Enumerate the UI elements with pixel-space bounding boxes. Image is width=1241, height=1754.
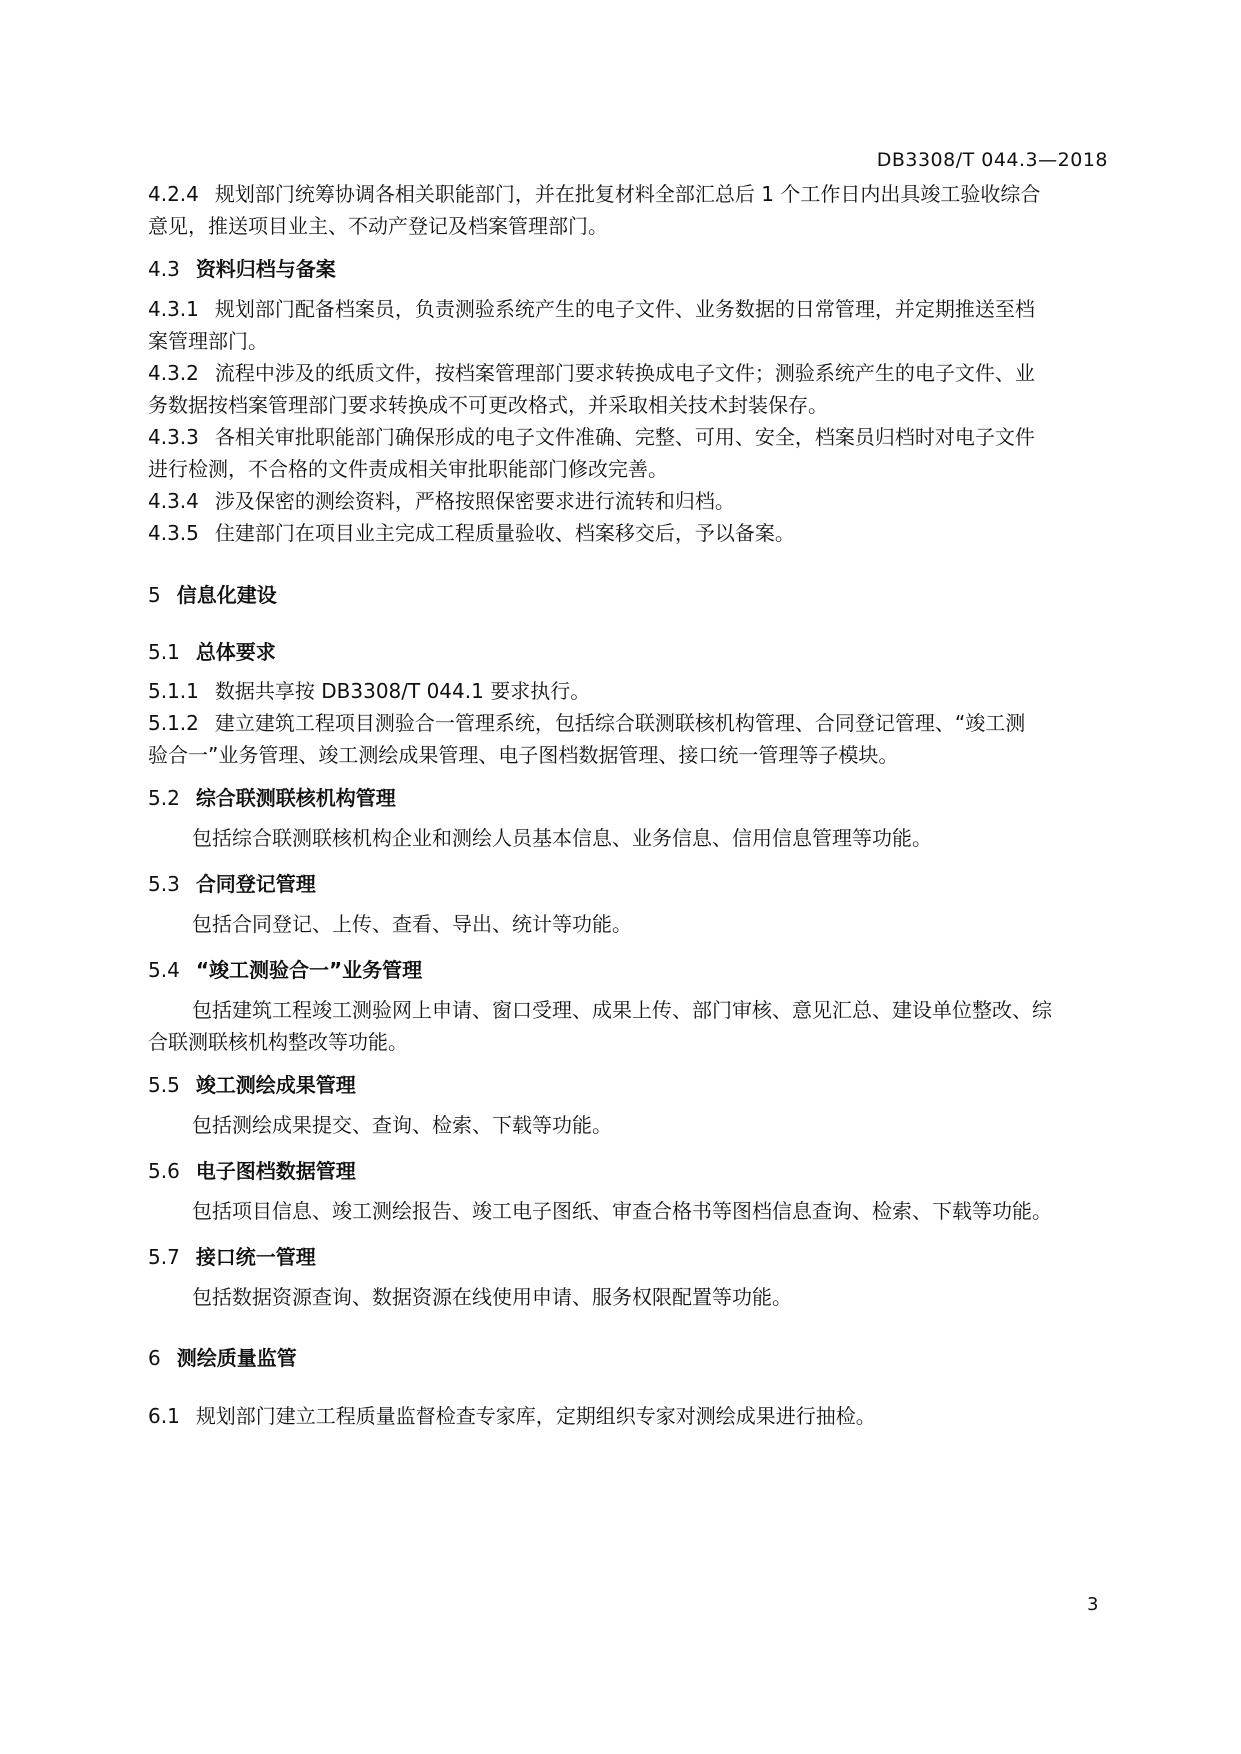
clause-text: 规划部门建立工程质量监督检查专家库，定期组织专家对测绘成果进行抽检。 xyxy=(195,1404,876,1428)
section-heading-5-2 xyxy=(148,782,1108,814)
clause-text-cont: 案管理部门。 xyxy=(148,329,268,353)
clause-number: 4.3.2 xyxy=(148,361,199,385)
clause-6-1 xyxy=(148,1400,1108,1432)
section-body-line-cont: 合联测联核机构整改等功能。 xyxy=(148,1030,408,1054)
section-title: 综合联测联核机构管理 xyxy=(195,786,396,810)
section-title: 合同登记管理 xyxy=(195,872,316,896)
section-number: 5.5 xyxy=(148,1073,180,1097)
section-heading-5-3 xyxy=(148,868,1108,900)
section-number: 5.4 xyxy=(148,958,180,982)
section-number: 5.2 xyxy=(148,786,180,810)
section-heading-5-1 xyxy=(148,636,1108,668)
clause-4-3-4 xyxy=(148,485,1108,517)
section-number: 5.6 xyxy=(148,1159,180,1183)
chapter-title: 信息化建设 xyxy=(176,583,277,607)
clause-4-3-5 xyxy=(148,517,1108,549)
clause-text-cont: 意见，推送项目业主、不动产登记及档案管理部门。 xyxy=(148,214,608,238)
clause-text: 规划部门统筹协调各相关职能部门，并在批复材料全部汇总后 1 个工作日内出具竣工验收综合 xyxy=(214,182,1041,206)
section-heading-5-5 xyxy=(148,1069,1108,1101)
section-body-line: 包括建筑工程竣工测验网上申请、窗口受理、成果上传、部门审核、意见汇总、建设单位整改、综 xyxy=(192,998,1052,1022)
chapter-heading-5 xyxy=(148,579,1108,611)
section-title: 资料归档与备案 xyxy=(195,257,336,281)
clause-4-3-3 xyxy=(148,421,1108,485)
clause-text: 建立建筑工程项目测验合一管理系统，包括综合联测联核机构管理、合同登记管理、“竣工测 xyxy=(214,711,1026,735)
section-number: 5.1 xyxy=(148,640,180,664)
section-title: 电子图档数据管理 xyxy=(195,1159,356,1183)
section-body-5-7: 包括数据资源查询、数据资源在线使用申请、服务权限配置等功能。 xyxy=(192,1285,792,1309)
clause-text-cont: 务数据按档案管理部门要求转换成不可更改格式，并采取相关技术封装保存。 xyxy=(148,393,828,417)
clause-5-1-1 xyxy=(148,675,1108,707)
clause-text-cont: 验合一”业务管理、竣工测绘成果管理、电子图档数据管理、接口统一管理等子模块。 xyxy=(148,743,899,767)
chapter-heading-6 xyxy=(148,1342,1108,1374)
clause-number: 6.1 xyxy=(148,1404,180,1428)
section-number: 4.3 xyxy=(148,257,180,281)
clause-number: 4.2.4 xyxy=(148,182,199,206)
section-body-5-4 xyxy=(148,994,1108,1058)
section-heading-5-4 xyxy=(148,954,1108,986)
clause-number: 5.1.1 xyxy=(148,679,199,703)
section-title: “竣工测验合一”业务管理 xyxy=(195,958,423,982)
section-body-5-3: 包括合同登记、上传、查看、导出、统计等功能。 xyxy=(192,912,632,936)
section-number: 5.7 xyxy=(148,1245,180,1269)
section-body-5-6: 包括项目信息、竣工测绘报告、竣工电子图纸、审查合格书等图档信息查询、检索、下载等功能。 xyxy=(192,1199,1052,1223)
clause-number: 4.3.3 xyxy=(148,425,199,449)
section-title: 总体要求 xyxy=(195,640,276,664)
section-number: 5.3 xyxy=(148,872,180,896)
section-title: 接口统一管理 xyxy=(195,1245,316,1269)
clause-text: 涉及保密的测绘资料，严格按照保密要求进行流转和归档。 xyxy=(214,489,735,513)
clause-4-3-2 xyxy=(148,357,1108,421)
clause-text: 规划部门配备档案员，负责测验系统产生的电子文件、业务数据的日常管理，并定期推送至档 xyxy=(214,297,1035,321)
clause-text: 流程中涉及的纸质文件，按档案管理部门要求转换成电子文件；测验系统产生的电子文件、业 xyxy=(214,361,1035,385)
chapter-number: 5 xyxy=(148,583,161,607)
section-heading-5-6 xyxy=(148,1155,1108,1187)
clause-number: 5.1.2 xyxy=(148,711,199,735)
clause-text: 各相关审批职能部门确保形成的电子文件准确、完整、可用、安全，档案员归档时对电子文件 xyxy=(214,425,1035,449)
section-body-5-2: 包括综合联测联核机构企业和测绘人员基本信息、业务信息、信用信息管理等功能。 xyxy=(192,826,932,850)
clause-text-cont: 进行检测，不合格的文件责成相关审批职能部门修改完善。 xyxy=(148,457,668,481)
clause-text: 数据共享按 DB3308/T 044.1 要求执行。 xyxy=(214,679,591,703)
section-title: 竣工测绘成果管理 xyxy=(195,1073,356,1097)
clause-4-2-4 xyxy=(148,178,1108,242)
clause-4-3-1 xyxy=(148,293,1108,357)
chapter-title: 测绘质量监管 xyxy=(176,1346,297,1370)
page-number: 3 xyxy=(1087,1594,1099,1615)
section-heading-5-7 xyxy=(148,1241,1108,1273)
chapter-number: 6 xyxy=(148,1346,161,1370)
clause-number: 4.3.5 xyxy=(148,521,199,545)
clause-5-1-2 xyxy=(148,707,1108,771)
document-id-header: DB3308/T 044.3—2018 xyxy=(876,149,1108,171)
section-heading-4-3 xyxy=(148,253,1108,285)
clause-number: 4.3.4 xyxy=(148,489,199,513)
clause-number: 4.3.1 xyxy=(148,297,199,321)
clause-text: 住建部门在项目业主完成工程质量验收、档案移交后，予以备案。 xyxy=(214,521,795,545)
section-body-5-5: 包括测绘成果提交、查询、检索、下载等功能。 xyxy=(192,1113,612,1137)
